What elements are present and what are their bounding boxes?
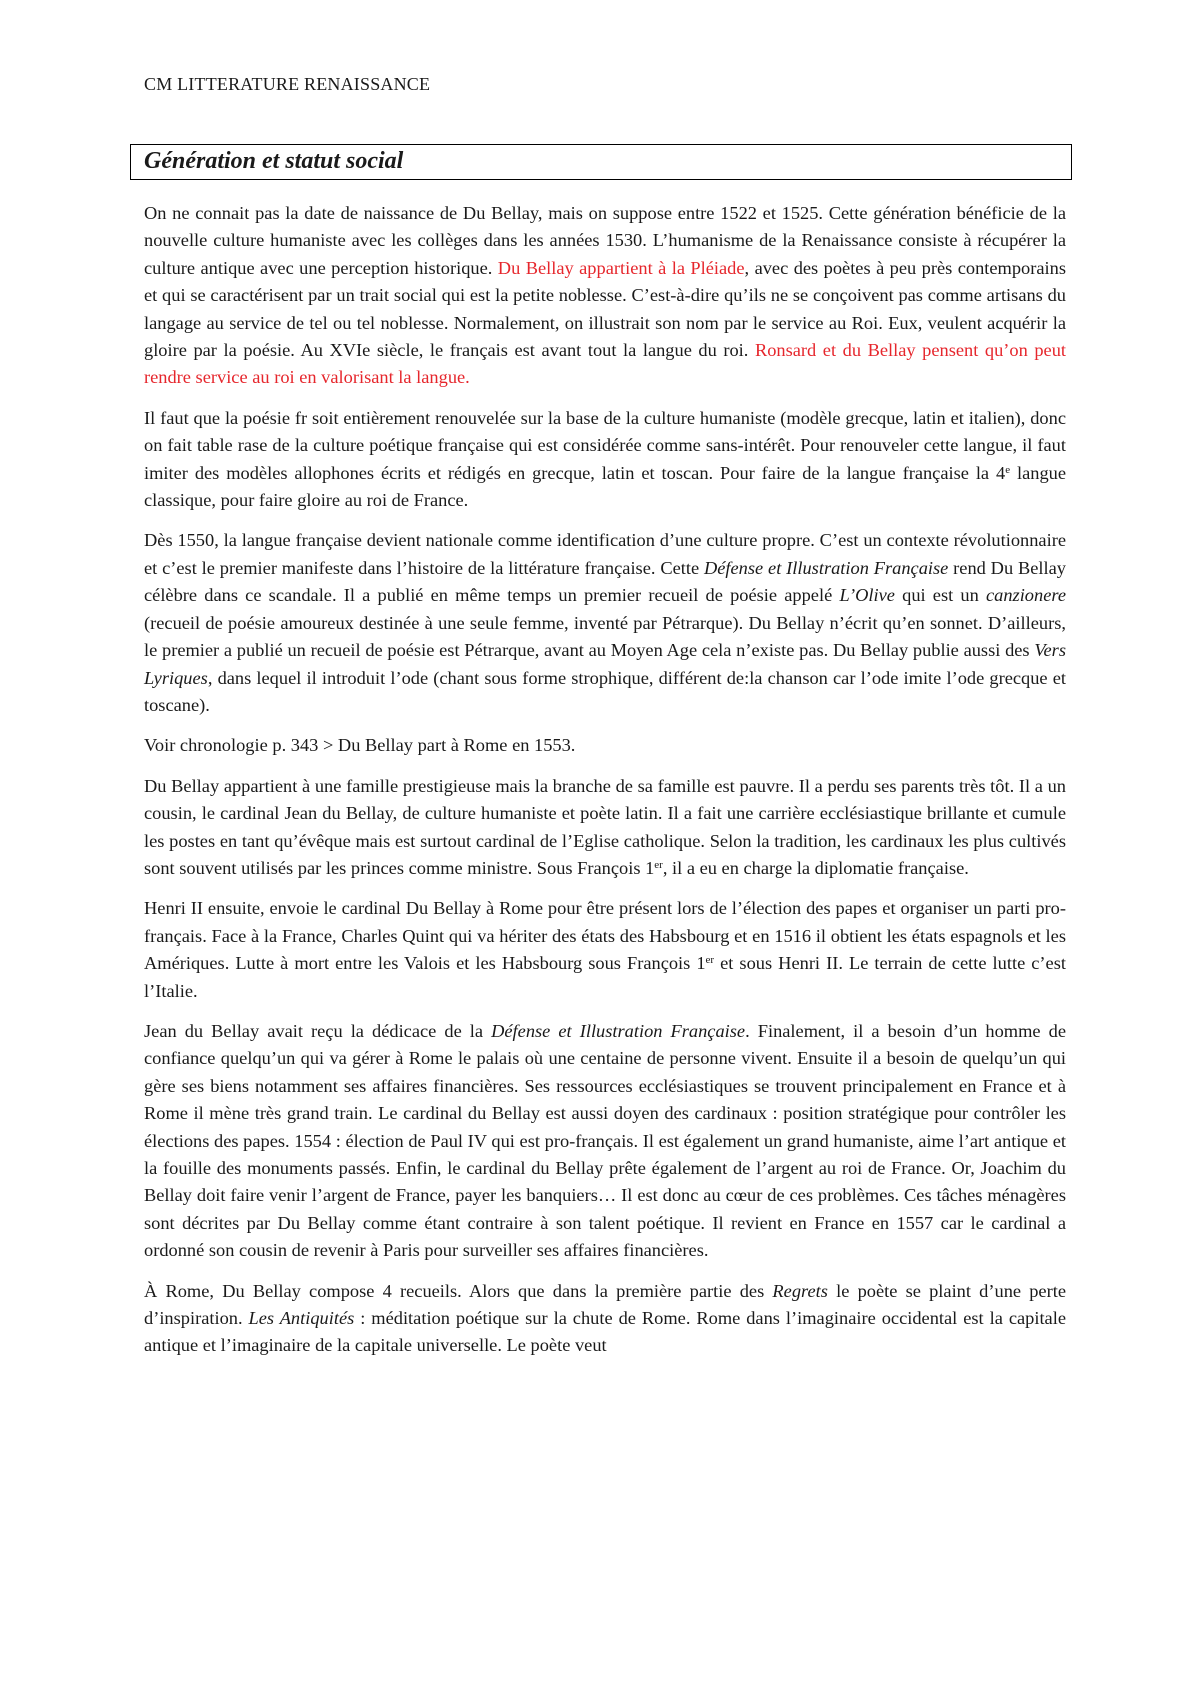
body-text [144,200,1066,1373]
paragraph-2: Il faut que la poésie fr soit entièrement renouvelée sur la base de la culture humaniste (modèle grecque, latin et italien), donc on fait table rase de la culture poétique française qui est considérée comme sans-intérêt. Pour renouveler cette langue, il faut imiter des modèles allophones écrits et rédigés en grecque, latin et toscan. Pour faire de la langue française la 4e langue classique, pour faire gloire au roi de France. [144,407,1066,511]
section-heading-box [130,144,1072,180]
section-title: Génération et statut social [144,148,404,174]
running-header: CM LITTERATURE RENAISSANCE [144,74,431,94]
highlighted-text: Du Bellay appartient à la Pléiade [497,257,745,278]
paragraph-8: À Rome, Du Bellay compose 4 recueils. Alors que dans la première partie des Regrets le poète se plaint d’une perte d’inspiration. Les Antiquités : méditation poétique sur la chute de Rome. Rome dans l’imaginaire occidental est la capitale antique et l’imaginaire de la capitale universelle. Le poète veut [144,1280,1066,1356]
work-title: Les Antiquités [248,1308,355,1329]
paragraph-5: Du Bellay appartient à une famille prestigieuse mais la branche de sa famille est pauvre. Il a perdu ses parents très tôt. Il a un cousin, le cardinal Jean du Bellay, de culture humaniste et poète latin. Il a fait une carrière ecclésiastique brillante et cumule les postes en tant qu’évêque mais est surtout cardinal de l’Eglise catholique. Selon la tradition, les cardinaux les plus cultivés sont souvent utilisés par les princes comme ministre. Sous François 1er, il a eu en charge la diplomatie française. [144,775,1066,878]
italic-term: canzionere [985,585,1066,606]
work-title: Vers Lyriques [144,640,1066,688]
paragraph-1: On ne connait pas la date de naissance de Du Bellay, mais on suppose entre 1522 et 1525. Cette génération bénéficie de la nouvelle culture humaniste avec les collèges dans les années 1530. L’humanisme de la Renaissance consiste à récupérer la culture antique avec une perception historique. Du Bellay appartient à la Pléiade, avec des poètes à peu près contemporains et qui se caractérisent par un trait social qui est la petite noblesse. C’est-à-dire qu’ils ne se conçoivent pas comme artisans du langage au service de tel ou tel noblesse. Normalement, on illustrait son nom par le service au Roi. Eux, veulent acquérir la gloire par la poésie. Au XVIe siècle, le français est avant tout la langue du roi. Ronsard et du Bellay pensent qu’on peut rendre service au roi en valorisant la langue. [144,203,1066,388]
work-title: L’Olive [839,585,895,606]
paragraph-3: Dès 1550, la langue française devient nationale comme identification d’une culture propre. C’est un contexte révolutionnaire et c’est le premier manifeste dans l’histoire de la littérature française. Cette Défense et Illustration Française rend Du Bellay célèbre dans ce scandale. Il a publié en même temps un premier recueil de poésie appelé L’Olive qui est un canzionere (recueil de poésie amoureux destinée à une seule femme, inventé par Pétrarque). Du Bellay n’écrit qu’en sonnet. D’ailleurs, le premier a publié un recueil de poésie est Pétrarque, avant au Moyen Age cela n’existe pas. Du Bellay publie aussi des Vers Lyriques, dans lequel il introduit l’ode (chant sous forme strophique, différent de:la chanson car l’ode imite l’ode grecque et toscane). [144,530,1066,715]
paragraph-7: Jean du Bellay avait reçu la dédicace de la Défense et Illustration Française. Finalement, il a besoin d’un homme de confiance quelqu’un qui va gérer à Rome le palais où une centaine de personne vivent. Ensuite il a besoin de quelqu’un qui gère ses biens notamment ses affaires financières. Ses ressources ecclésiastiques se trouvent principalement en France et à Rome il mène très grand train. Le cardinal du Bellay est aussi doyen des cardinaux : position stratégique pour contrôler les élections des papes. 1554 : élection de Paul IV qui est pro-français. Il est également un grand humaniste, aime l’art antique et la fouille des monuments passés. Enfin, le cardinal du Bellay prête également de l’argent au roi de France. Or, Joachim du Bellay doit faire venir l’argent de France, payer les banquiers… Il est donc au cœur de ces problèmes. Ces tâches ménagères sont décrites par Du Bellay comme étant contraire à son talent poétique. Il revient en France en 1557 car le cardinal a ordonné son cousin de revenir à Paris pour surveiller ses affaires financières. [144,1020,1066,1261]
paragraph-4: Voir chronologie p. 343 > Du Bellay part à Rome en 1553. [144,735,576,756]
work-title: Défense et Illustration Française [703,557,949,578]
paragraph-6: Henri II ensuite, envoie le cardinal Du Bellay à Rome pour être présent lors de l’élection des papes et organiser un parti pro-français. Face à la France, Charles Quint qui va hériter des états des Habsbourg et en 1516 il obtient les états espagnols et les Amériques. Lutte à mort entre les Valois et les Habsbourg sous François 1er et sous Henri II. Le terrain de cette lutte c’est l’Italie. [144,898,1066,1001]
work-title: Défense et Illustration Française [491,1020,746,1041]
highlighted-text: Ronsard et du Bellay pensent qu’on peut rendre service au roi en valorisant la langue. [144,340,1066,388]
work-title: Regrets [772,1280,828,1301]
